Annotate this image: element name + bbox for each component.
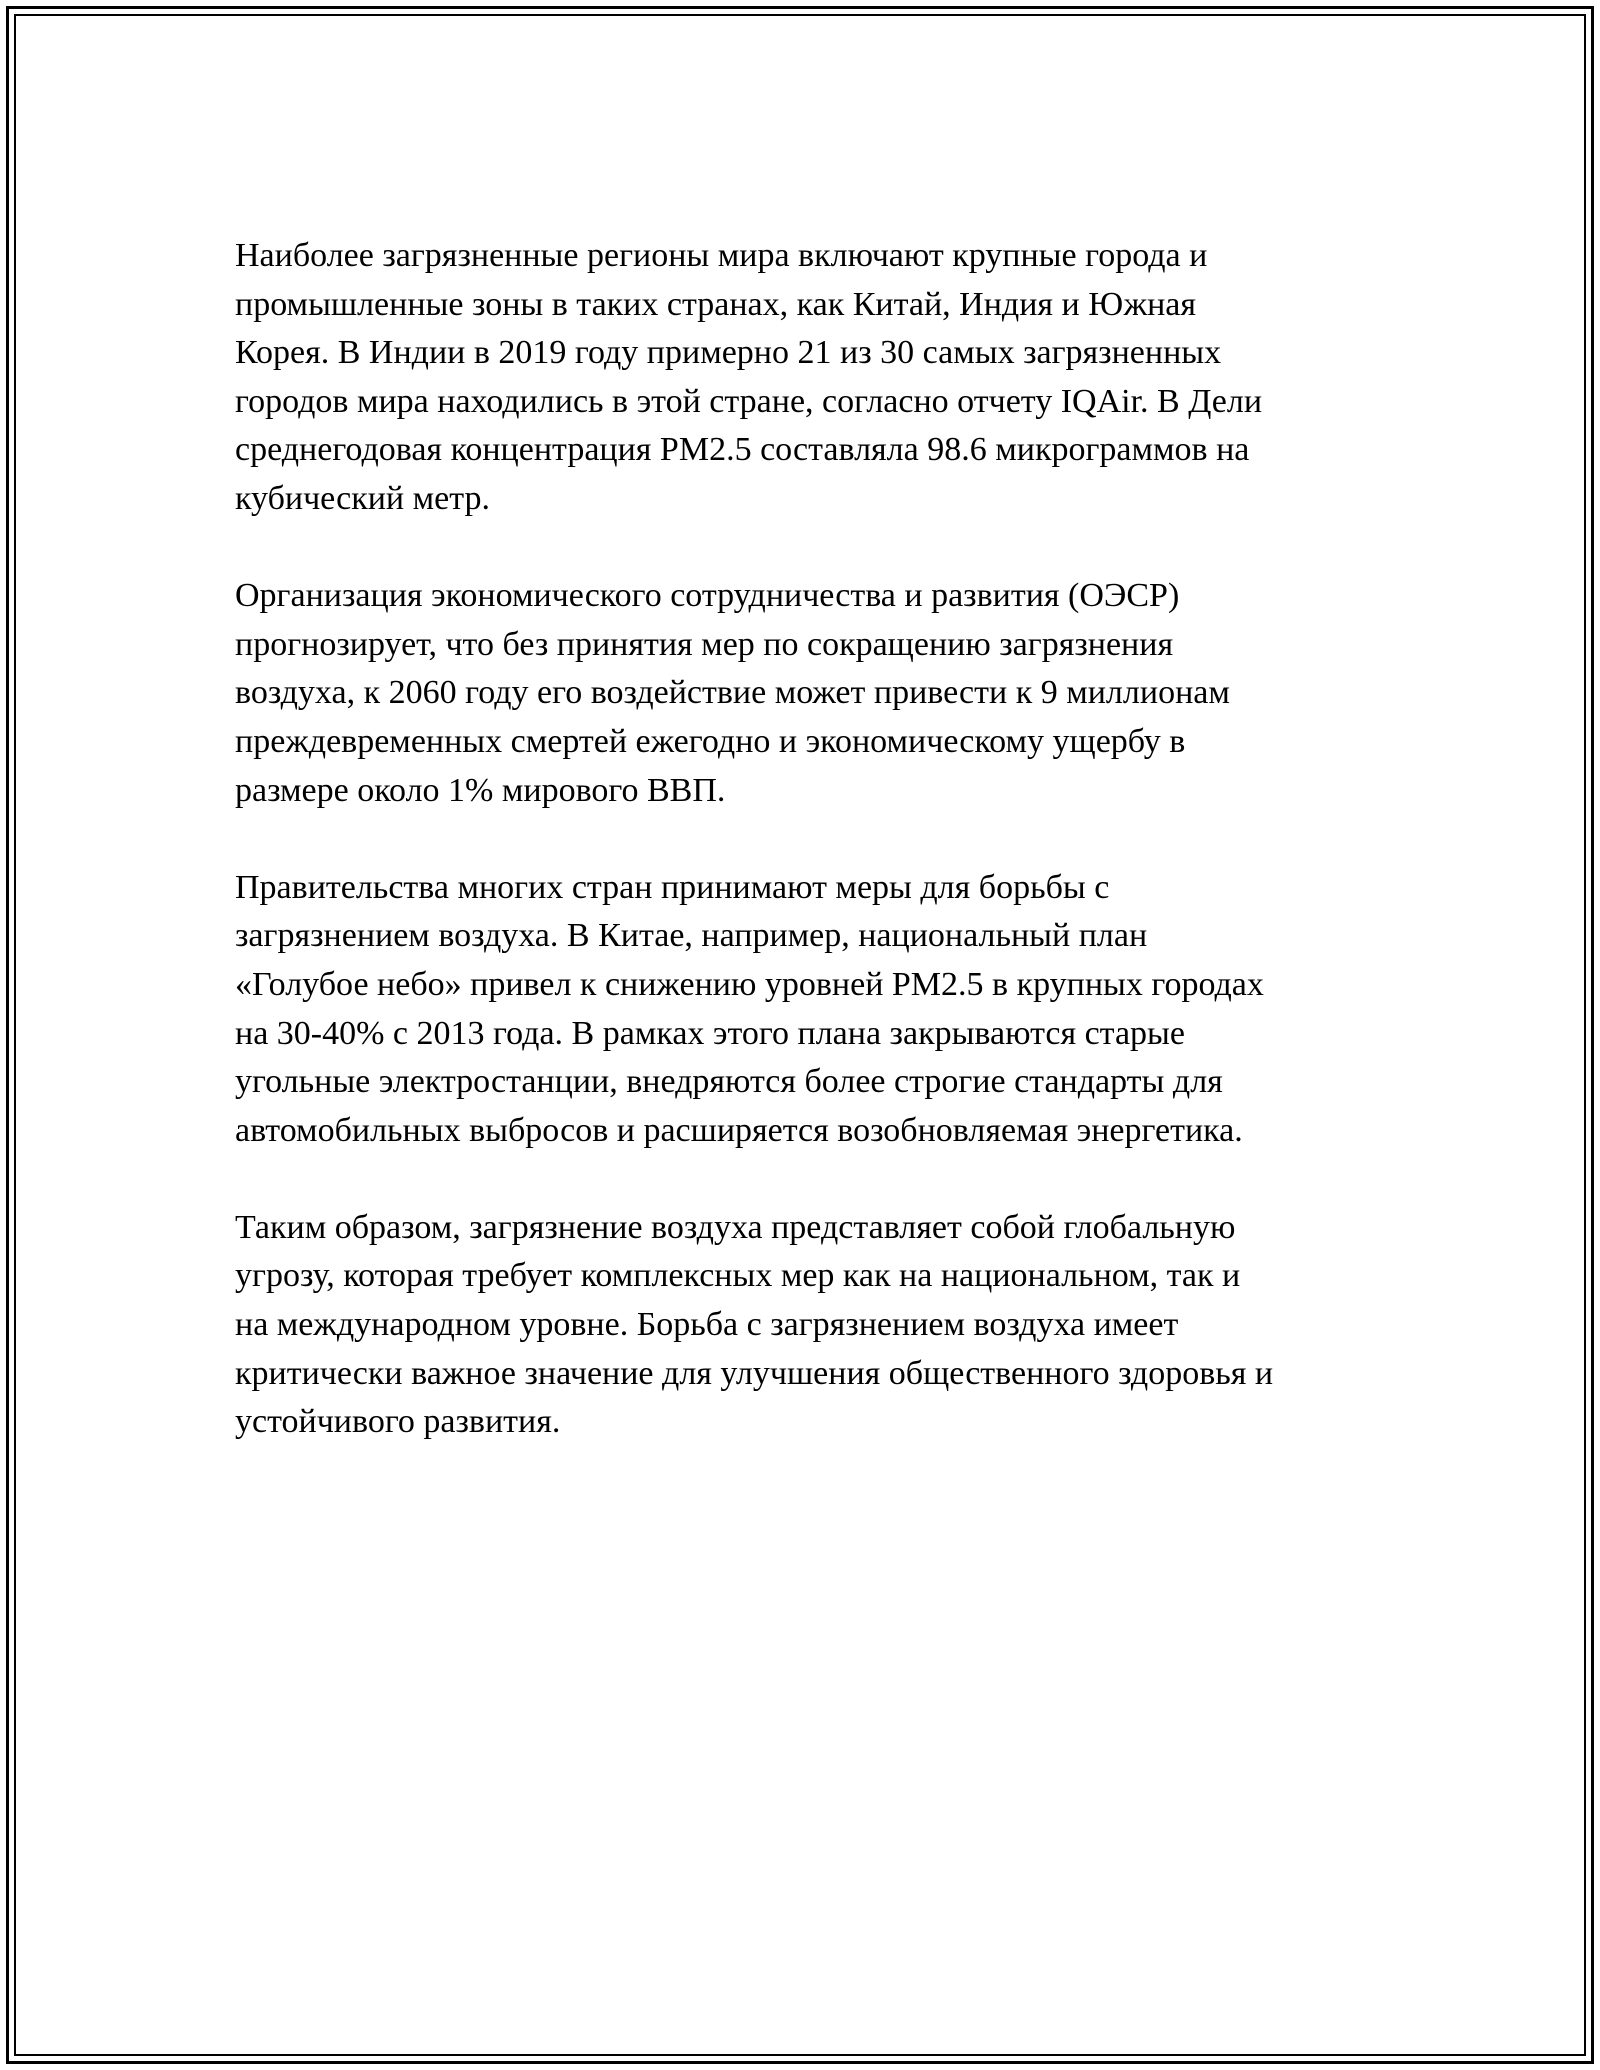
text-line: прогнозирует, что без принятия мер по сокращению загрязнения	[235, 625, 1174, 663]
text-line: кубический метр.	[235, 479, 490, 517]
text-line: на международном уровне. Борьба с загрязнением воздуха имеет	[235, 1306, 1179, 1344]
text-line: Правительства многих стран принимают меры для борьбы с	[235, 868, 1110, 906]
text-line: «Голубое небо» привел к снижению уровней PM2.5 в крупных городах	[235, 965, 1264, 1003]
text-line: угрозу, которая требует комплексных мер как на национальном, так и	[235, 1257, 1241, 1295]
text-line: среднегодовая концентрация PM2.5 составляла 98.6 микрограммов на	[235, 431, 1250, 469]
paragraph-2	[235, 572, 1375, 815]
text-line: промышленные зоны в таких странах, как Китай, Индия и Южная	[235, 285, 1197, 323]
text-line: преждевременных смертей ежегодно и экономическому ущербу в	[235, 722, 1186, 760]
text-line: критически важное значение для улучшения общественного здоровья и	[235, 1354, 1274, 1392]
text-line: воздуха, к 2060 году его воздействие может привести к 9 миллионам	[235, 674, 1230, 712]
text-line: размере около 1% мирового ВВП.	[235, 771, 726, 809]
text-line: автомобильных выбросов и расширяется возобновляемая энергетика.	[235, 1111, 1243, 1149]
text-line: устойчивого развития.	[235, 1403, 561, 1441]
text-line: угольные электростанции, внедряются более строгие стандарты для	[235, 1063, 1223, 1101]
text-line: Таким образом, загрязнение воздуха представляет собой глобальную	[235, 1208, 1236, 1246]
text-line: городов мира находились в этой стране, согласно отчету IQAir. В Дели	[235, 382, 1263, 420]
paragraph-1	[235, 232, 1375, 524]
text-line: на 30-40% с 2013 года. В рамках этого плана закрываются старые	[235, 1014, 1185, 1052]
paragraph-4	[235, 1204, 1375, 1447]
document-body	[235, 232, 1375, 1495]
text-line: Наиболее загрязненные регионы мира включают крупные города и	[235, 237, 1208, 274]
text-line: Корея. В Индии в 2019 году примерно 21 из 30 самых загрязненных	[235, 334, 1222, 372]
text-line: загрязнением воздуха. В Китае, например, национальный план	[235, 917, 1148, 955]
paragraph-3	[235, 864, 1375, 1156]
text-line: Организация экономического сотрудничества и развития (ОЭСР)	[235, 577, 1180, 615]
